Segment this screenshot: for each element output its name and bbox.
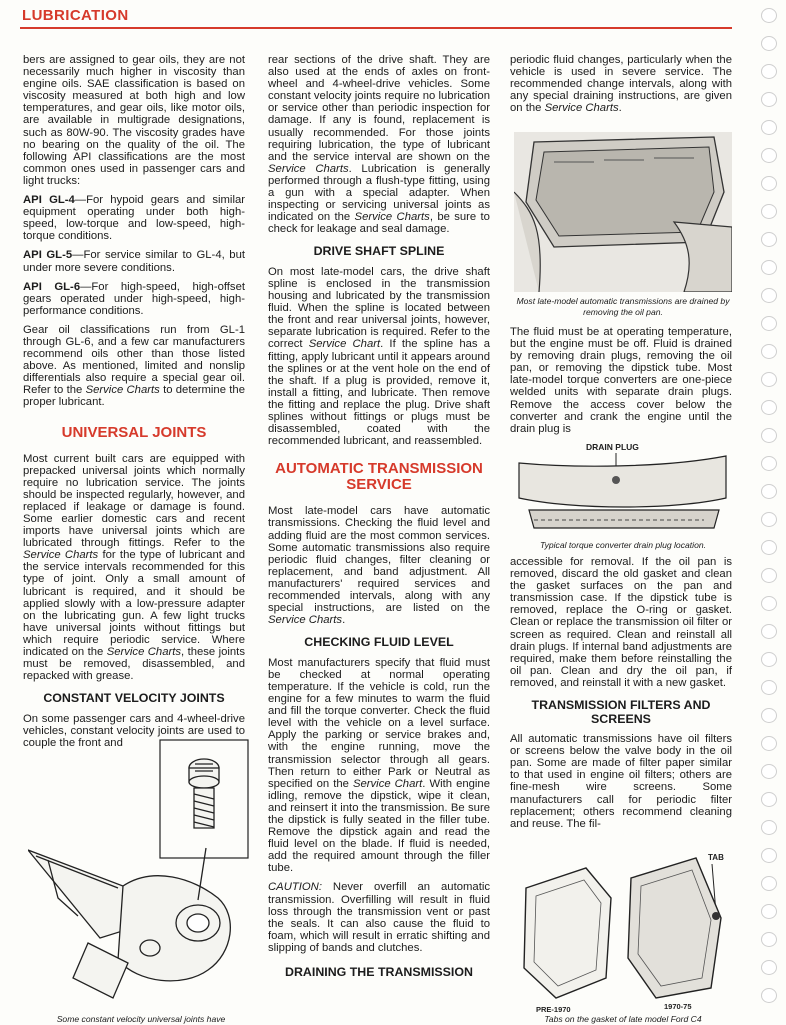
header-rule <box>20 27 732 29</box>
api-gl5-item: API GL-5—For service similar to GL-4, but under more severe conditions. <box>23 249 246 274</box>
draining-paragraph-block <box>510 326 732 442</box>
cv-joints-paragraph: On some passenger cars and 4-wheel-drive vehicles, constant velocity joints are used to couple the front and <box>23 712 245 749</box>
api-gl6-item: API GL-6—For high-speed, high-offset gears operated under high-speed, high-performance conditions. <box>23 280 246 317</box>
heading-automatic-transmission: AUTOMATIC TRANSMISSION SERVICE <box>275 460 483 494</box>
gear-oil-paragraph: bers are assigned to gear oils, they are not necessarily much higher in viscosity than engine oils. SAE classification is based on viscosity measured at both high and low temperatures, and gear oils, like motor oils, are available in multigrade designations, such as 80W-90. The viscosity grades have no bearing on the quality of the oil. The following API classifications are the most common ones used in passenger cars and light trucks: <box>23 54 245 187</box>
spline-paragraph: On most late-model cars, the drive shaft spline is enclosed in the transmission housing and lubricated by the transmission fluid. When the spline is located between the front and rear universal joints, however, separate lubrication is required. Refer to the correct Service Chart. If the spline has a fitting, apply lubricant until it appears around the splines or at the vent hole on the end of the shaft. If a plug is provided, remove it, install a fitting, and lubricate. Then remove the fitting and replace the plug. Drive shaft splines without fittings or plugs must be disassembled, coated with the recommended lubricant, and reassembled. <box>268 265 491 448</box>
api-gl6-label: API GL-6 <box>23 280 81 293</box>
column-3-lower <box>510 556 732 837</box>
1970-75-label: 1970-75 <box>664 1002 692 1011</box>
checking-fluid-paragraph: Most manufacturers specify that fluid must be checked at normal operating temperature. If the vehicle is cold, run the engine for a few minutes to warm the fluid and fill the torque converter. Check the fluid level with the vehicle on a level surface. Apply the parking or service brakes and, with the engine running, move the transmission selector through all gears. Then return to either Park or Neutral as specified on the Service Chart. With engine idling, remove the dipstick, wipe it clean, and reinsert it into the transmission. Be sure the dipstick is fully seated in the filler tube. Remove the dipstick again and read the fluid level on the blade. If fluid is needed, add the required amount through the filler tube. <box>268 656 490 875</box>
column-2 <box>268 54 490 987</box>
gasket-caption: Tabs on the gasket of late model Ford C4 <box>544 1014 702 1024</box>
oil-pan-caption: Most late-model automatic transmissions are drained by removing the oil pan. <box>516 296 730 317</box>
caution-label: CAUTION: <box>268 881 322 894</box>
drain-plug-illustration <box>514 438 732 536</box>
gasket-pre-1970 <box>524 868 611 998</box>
gasket-1970-75 <box>628 858 721 998</box>
grease-fitting-icon <box>189 759 219 828</box>
heading-constant-velocity: CONSTANT VELOCITY JOINTS <box>43 691 225 706</box>
caution-paragraph: CAUTION: Never overfill an automatic transmission. Overfilling will result in fluid loss through the transmission vent or past the seals. It can also cause the fluid to foam, which will result in erratic shifting and slipping of bands and clutches. <box>268 881 490 954</box>
gasket-tab <box>712 912 720 920</box>
api-gl4-label: API GL-4 <box>23 194 75 207</box>
drain-plug-label: DRAIN PLUG <box>586 442 639 452</box>
auto-transmission-paragraph: Most late-model cars have automatic transmissions. Checking the fluid level and adding fluid are the most common services. Some automatic transmissions also require periodic fluid changes, filter cleaning or replacement, and band adjustment. All manufacturers' required services and recommended intervals, along with any special instructions, are listed on the Service Charts. <box>268 505 490 627</box>
api-gl5-label: API GL-5 <box>23 249 73 262</box>
heading-universal-joints: UNIVERSAL JOINTS <box>61 423 207 441</box>
draining-paragraph: The fluid must be at operating temperature, but the engine must be off. Fluid is drained by removing drain plugs, removing the oil pan, or removing the dipstick tube. Most late-model torque converters are one-piece welded units with separate drain plugs. Remove the access cover below the converter and crank the engine until the drain plug is <box>510 326 732 435</box>
cv-joint-caption: Some constant velocity universal joints have <box>56 1014 226 1024</box>
cv-continued-paragraph: rear sections of the drive shaft. They are also used at the ends of axles on front-wheel and 4-wheel-drive vehicles. Some constant velocity joints require no lubrication or service other than periodic inspection for damage. If any is found, replacement is usually recommended. For those joints requiring lubrication, the type of lubricant and the service interval are shown on the Service Charts. Lubrication is generally performed through a flush-type fitting, using a gun with a special adapter. When inspecting or servicing universal joints as indicated on the Service Charts, be sure to check for leakage and seal damage. <box>268 54 490 236</box>
cv-joint-illustration <box>28 738 250 1010</box>
oil-pan-removal-illustration <box>514 132 732 292</box>
gear-oil-classification-paragraph: Gear oil classifications run from GL-1 through GL-6, and a few car manufacturers recommend oils other than those listed above. As mentioned, limited and nonslip differentials also require a special gear oil. Refer to the Service Charts to determine the proper lubricant. <box>23 323 245 409</box>
heading-filters: TRANSMISSION FILTERS AND SCREENS <box>531 698 711 726</box>
heading-draining: DRAINING THE TRANSMISSION <box>285 965 473 979</box>
gasket-paragraph: accessible for removal. If the oil pan is removed, discard the old gasket and clean the gasket surfaces on the pan and transmission case. If the dipstick tube is removed, replace the O-ring or gasket. Clean or replace the transmission oil filter or screen as required. Clean and reinstall all drain plugs. If internal band adjustments are required, make them before reinstalling the oil pan. Clean and dry the oil pan, if removed, and reinstall it with a new gasket. <box>510 556 732 689</box>
universal-joints-paragraph: Most current built cars are equipped with prepacked universal joints which normally require no lubrication service. The joints should be inspected regularly, however, and replaced if leakage or damage is found. Some earlier domestic cars and recent imports have universal joints which are lubricated through fittings. Refer to the Service Charts for the type of lubricant and the service intervals recommended for this type of joint. Only a small amount of lubricant is required, and it should be applied slowly with a low-pressure adapter on the lubricating gun. A few light trucks have universal joints without fittings but which require periodic service. Where indicated on the Service Charts, these joints must be removed, disassembled, and repacked with grease. <box>23 452 245 683</box>
binder-holes <box>758 0 782 1024</box>
column-3 <box>510 54 732 121</box>
fluid-change-paragraph: periodic fluid changes, particularly when the vehicle is used in severe service. The recommended change intervals, along with any special draining instructions, are given on the Service Charts. <box>510 54 732 115</box>
api-gl4-item: API GL-4—For hypoid gears and similar equipment operating under both high-speed, low-torque and low-speed, high-torque conditions. <box>23 194 245 243</box>
gasket-illustration <box>516 848 730 1014</box>
page-section-title: LUBRICATION <box>22 7 129 24</box>
pre-1970-label: PRE-1970 <box>536 1005 571 1014</box>
drain-plug-caption: Typical torque converter drain plug location. <box>539 540 707 550</box>
cv-joint-body <box>28 848 230 998</box>
column-1 <box>23 54 245 756</box>
heading-checking-fluid: CHECKING FLUID LEVEL <box>304 635 454 650</box>
heading-drive-shaft-spline: DRIVE SHAFT SPLINE <box>313 244 445 259</box>
filters-paragraph: All automatic transmissions have oil filters or screens below the valve body in the oil pan. Some are made of filter paper similar to that used in engine oil filters; others are fine-mesh wire screens. Some manufacturers call for periodic filter replacement; others recommend cleaning and reuse. The fil- <box>510 733 732 830</box>
tab-label: TAB <box>708 853 724 862</box>
